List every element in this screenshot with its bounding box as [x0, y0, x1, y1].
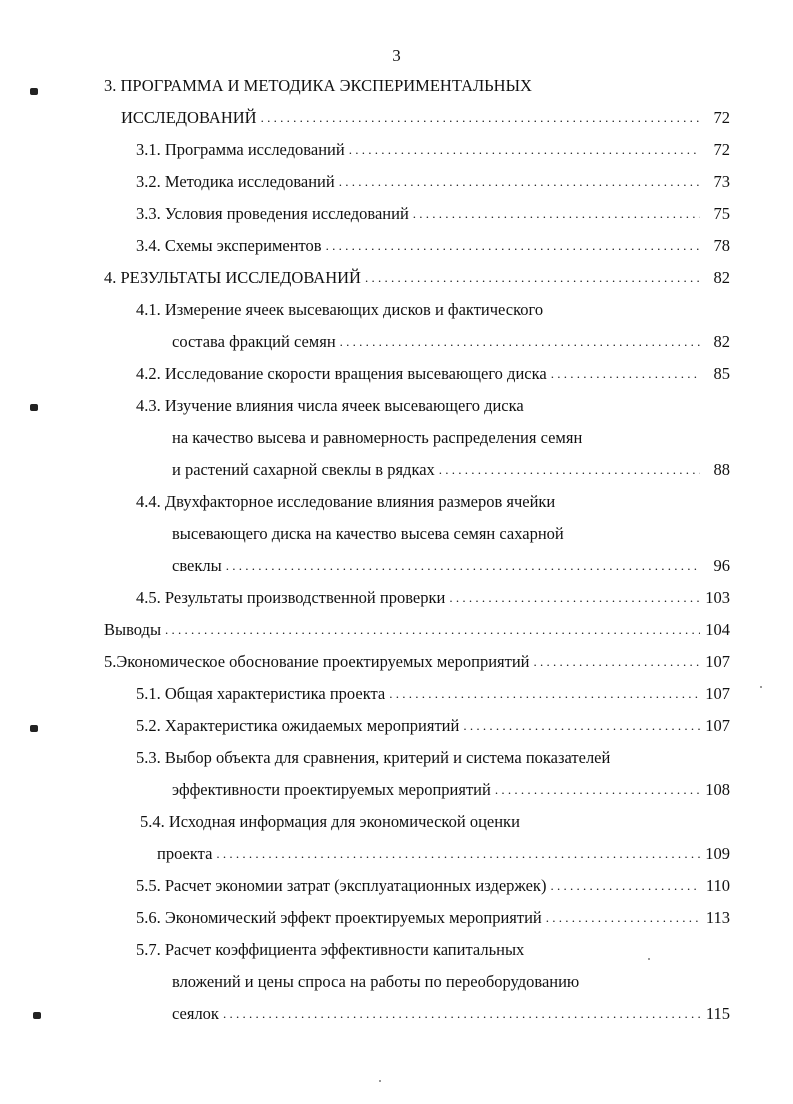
toc-entry-page: 107	[705, 716, 730, 735]
toc-entry-title: 5.7. Расчет коэффициента эффективности капитальных	[136, 940, 525, 959]
toc-entry-title: 5.Экономическое обоснование проектируемых мероприятий	[104, 652, 530, 671]
toc-entry	[104, 646, 730, 672]
toc-entry-page: 113	[705, 908, 730, 927]
toc-entry-page: 115	[705, 1004, 730, 1023]
toc-entry-page: 107	[705, 684, 730, 703]
toc-entry-title: состава фракций семян	[172, 332, 336, 351]
toc-entry-title: свеклы	[172, 556, 222, 575]
toc-entry	[136, 134, 730, 160]
toc-entry	[136, 902, 730, 928]
toc-entry-title: эффективности проектируемых мероприятий	[172, 780, 491, 799]
toc-entry	[104, 614, 730, 640]
toc-entry-page: 72	[713, 108, 730, 127]
dot-leader	[413, 203, 700, 224]
toc-entry-title: 5.4. Исходная информация для экономической оценки	[140, 812, 520, 831]
dot-leader	[165, 619, 700, 640]
toc-heading-3: 3. ПРОГРАММА И МЕТОДИКА ЭКСПЕРИМЕНТАЛЬНЫХ	[104, 76, 532, 95]
toc-entry-title: 4.1. Измерение ячеек высевающих дисков и фактического	[136, 300, 544, 319]
dot-leader	[261, 107, 700, 128]
scan-speck	[760, 686, 762, 688]
toc-entry-page: 82	[713, 268, 730, 287]
toc-entry	[136, 710, 730, 736]
toc-entry	[136, 870, 730, 896]
toc-entry	[136, 198, 730, 224]
toc-entry	[136, 166, 730, 192]
dot-leader	[340, 331, 700, 352]
toc-entry-title: 5.6. Экономический эффект проектируемых мероприятий	[136, 908, 542, 927]
toc-entry-title: 5.3. Выбор объекта для сравнения, критерий и система показателей	[136, 748, 611, 767]
toc-entry-title: 5.2. Характеристика ожидаемых мероприятий	[136, 716, 460, 735]
toc-entry	[172, 326, 730, 352]
page-number: 3	[392, 46, 401, 65]
binder-mark	[33, 1012, 41, 1019]
toc-entry-title: 4.4. Двухфакторное исследование влияния размеров ячейки	[136, 492, 556, 511]
toc-entry-title: 4.5. Результаты производственной проверки	[136, 588, 446, 607]
toc-entry	[136, 582, 730, 608]
dot-leader	[534, 651, 700, 672]
dot-leader	[365, 267, 700, 288]
binder-mark	[30, 404, 38, 411]
binder-mark	[30, 725, 38, 732]
scan-speck	[648, 958, 650, 960]
dot-leader	[326, 235, 700, 256]
toc-entry-title: 3.3. Условия проведения исследований	[136, 204, 409, 223]
toc-entry-page: 96	[713, 556, 730, 575]
toc-entry-page: 72	[713, 140, 730, 159]
toc-entry-title: Выводы	[104, 620, 162, 639]
toc-entry-title: 5.5. Расчет экономии затрат (эксплуатационных издержек)	[136, 876, 547, 895]
toc-entry-page: 88	[713, 460, 730, 479]
toc-entry-page: 85	[713, 364, 730, 383]
toc-entry	[172, 454, 730, 480]
toc-entry-page: 110	[705, 876, 730, 895]
dot-leader	[495, 779, 700, 800]
toc-entry	[172, 998, 730, 1024]
toc-entry-title: проекта	[157, 844, 213, 863]
dot-leader	[226, 555, 700, 576]
toc-entry-title: 4.3. Изучение влияния числа ячеек высевающего диска	[136, 396, 524, 415]
toc-entry-title: 4. РЕЗУЛЬТАТЫ ИССЛЕДОВАНИЙ	[104, 268, 361, 287]
dot-leader	[546, 907, 700, 928]
dot-leader	[551, 363, 700, 384]
dot-leader	[550, 875, 700, 896]
binder-mark	[30, 88, 38, 95]
toc-entry-title: вложений и цены спроса на работы по переоборудованию	[172, 972, 580, 991]
toc-entry	[172, 550, 730, 576]
dot-leader	[349, 139, 700, 160]
toc-entry-title: ИССЛЕДОВАНИЙ	[121, 108, 257, 127]
dot-leader	[463, 715, 700, 736]
toc-entry-page: 75	[713, 204, 730, 223]
toc-entry-page: 82	[713, 332, 730, 351]
toc-entry-title: и растений сахарной свеклы в рядках	[172, 460, 435, 479]
toc-entry	[136, 678, 730, 704]
toc-entry	[136, 230, 730, 256]
toc-entry-page: 107	[705, 652, 730, 671]
dot-leader	[439, 459, 700, 480]
toc-entry	[121, 102, 730, 128]
toc-entry-page: 73	[713, 172, 730, 191]
toc-entry-page: 108	[705, 780, 730, 799]
toc-entry-title: на качество высева и равномерность распределения семян	[172, 428, 583, 447]
toc-entry-page: 103	[705, 588, 730, 607]
dot-leader	[389, 683, 700, 704]
dot-leader	[449, 587, 700, 608]
toc-entry	[104, 262, 730, 288]
toc-entry-page: 78	[713, 236, 730, 255]
dot-leader	[339, 171, 700, 192]
toc-entry-title: сеялок	[172, 1004, 219, 1023]
toc-entry	[172, 774, 730, 800]
toc-entry-title: высевающего диска на качество высева семян сахарной	[172, 524, 564, 543]
toc-entry-title: 3.4. Схемы экспериментов	[136, 236, 322, 255]
dot-leader	[223, 1003, 700, 1024]
toc-entry-title: 3.1. Программа исследований	[136, 140, 345, 159]
toc-entry-page: 109	[705, 844, 730, 863]
toc-entry	[136, 358, 730, 384]
scan-speck	[379, 1080, 381, 1082]
toc-entry-title: 5.1. Общая характеристика проекта	[136, 684, 386, 703]
toc-entry-title: 4.2. Исследование скорости вращения высевающего диска	[136, 364, 547, 383]
toc-entry	[157, 838, 730, 864]
dot-leader	[216, 843, 700, 864]
toc-entry-page: 104	[705, 620, 730, 639]
toc-entry-title: 3.2. Методика исследований	[136, 172, 335, 191]
